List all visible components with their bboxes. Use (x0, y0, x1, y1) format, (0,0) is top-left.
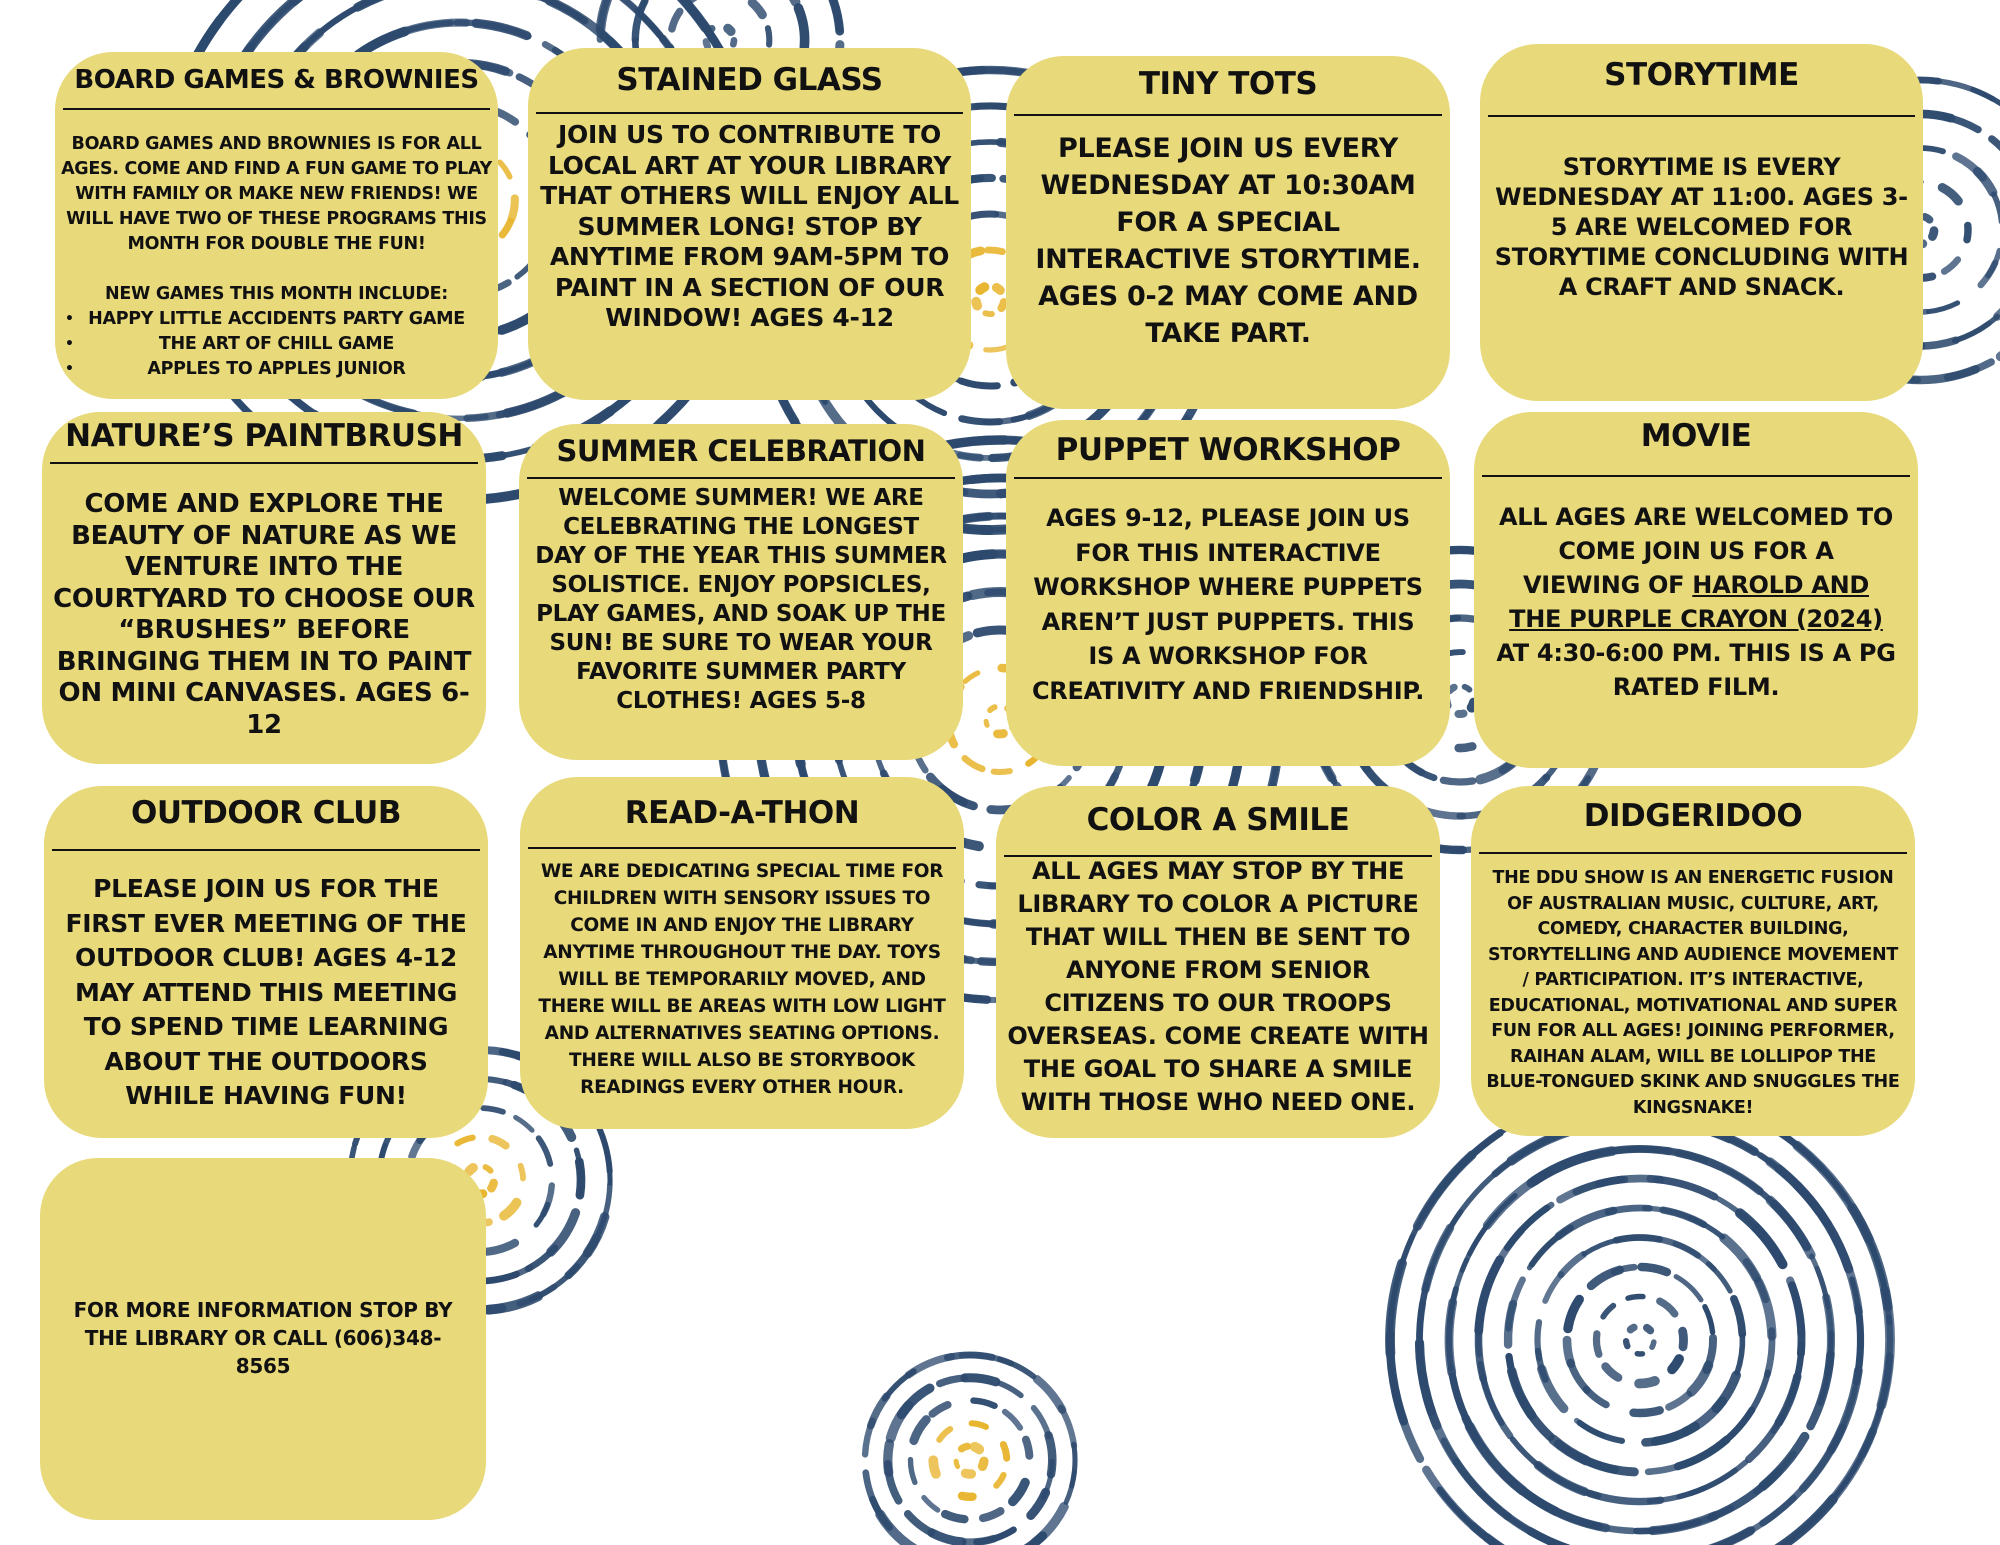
card-title: MOVIE (1640, 418, 1752, 454)
title-divider (1488, 115, 1915, 117)
title-divider (1014, 114, 1442, 116)
card-body: WE ARE DEDICATING SPECIAL TIME FOR CHILDREN WITH SENSORY ISSUES TO COME IN AND ENJOY THE LIBRARY ANYTIME THROUGHOUT THE DAY. TOYS WILL BE TEMPORARILY MOVED, AND THERE WILL BE AREAS WITH LOW LIGHT AND ALTERNATIVES SEATING OPTIONS. THERE WILL ALSO BE STORYBOOK READINGS EVERY OTHER HOUR. (538, 861, 946, 1098)
card-puppet-workshop (1006, 420, 1450, 766)
card-board-games-brownies (55, 52, 498, 399)
card-title: TINY TOTS (1138, 66, 1318, 102)
title-divider (1014, 477, 1442, 479)
card-title: BOARD GAMES & BROWNIES (74, 65, 479, 95)
card-body: ALL AGES MAY STOP BY THE LIBRARY TO COLOR A PICTURE THAT WILL THEN BE SENT TO ANYONE FROM SENIOR CITIZENS TO OUR TROOPS OVERSEAS. COME CREATE WITH THE GOAL TO SHARE A SMILE WITH THOSE WHO NEED ONE. (1007, 857, 1429, 1116)
bullet-icon: • (65, 336, 74, 352)
card-title: DIDGERIDOO (1583, 798, 1803, 834)
card-title: PUPPET WORKSHOP (1055, 432, 1401, 468)
bullet-icon: • (65, 311, 74, 327)
card-body: ALL AGES ARE WELCOMED TO COME JOIN US FOR A VIEWING OF HAROLD AND THE PURPLE CRAYON (2024) AT 4:30-6:00 PM. THIS IS A PG RATED FILM. (1496, 503, 1896, 701)
title-divider (52, 849, 480, 851)
card-body: BOARD GAMES AND BROWNIES IS FOR ALL AGES. COME AND FIND A FUN GAME TO PLAY WITH FAMILY OR MAKE NEW FRIENDS! WE WILL HAVE TWO OF THESE PROGRAMS THIS MONTH FOR DOUBLE THE FUN! NEW GAMES THIS MONTH INCLUDE: • HAPPY LITTLE ACCIDENTS PARTY GAME • THE ART OF CHILL GAME • APPLES TO APPLES JUNIOR (61, 132, 492, 382)
card-body: AGES 9-12, PLEASE JOIN US FOR THIS INTERACTIVE WORKSHOP WHERE PUPPETS AREN’T JUST PUPPETS. THIS IS A WORKSHOP FOR CREATIVITY AND FRIENDSHIP. (1031, 504, 1425, 705)
card-outdoor-club (44, 786, 488, 1138)
games-list-heading: NEW GAMES THIS MONTH INCLUDE: (105, 284, 448, 304)
card-color-a-smile (996, 786, 1440, 1138)
film-title: HAROLD AND THE PURPLE CRAYON (2024) (1509, 571, 1883, 633)
title-divider (63, 108, 490, 110)
new-games-list (61, 307, 492, 382)
card-title: STORYTIME (1604, 57, 1799, 93)
card-tiny-tots (1006, 56, 1450, 409)
contact-info: FOR MORE INFORMATION STOP BY THE LIBRARY OR CALL (606)348-8565 (73, 1298, 453, 1378)
title-divider (1479, 852, 1907, 854)
title-divider (536, 112, 963, 114)
card-summer-celebration (519, 424, 963, 760)
card-body: THE DDU SHOW IS AN ENERGETIC FUSION OF AUSTRALIAN MUSIC, CULTURE, ART, COMEDY, CHARACTER BUILDING, STORYTELLING AND AUDIENCE MOVEMENT / PARTICIPATION. IT’S INTERACTIVE, EDUCATIONAL, MOTIVATIONAL AND SUPER FUN FOR ALL AGES! JOINING PERFORMER, RAIHAN ALAM, WILL BE LOLLIPOP THE BLUE-TONGUED SKINK AND SNUGGLES THE KINGSNAKE! (1486, 868, 1900, 1118)
card-natures-paintbrush (42, 412, 486, 764)
card-read-a-thon (520, 777, 964, 1129)
card-title: SUMMER CELEBRATION (556, 434, 926, 468)
card-body: PLEASE JOIN US EVERY WEDNESDAY AT 10:30AM FOR A SPECIAL INTERACTIVE STORYTIME. AGES 0-2 MAY COME AND TAKE PART. (1035, 133, 1421, 349)
list-item: • APPLES TO APPLES JUNIOR (61, 357, 492, 382)
list-item: • HAPPY LITTLE ACCIDENTS PARTY GAME (61, 307, 492, 332)
title-divider (527, 477, 955, 479)
title-divider (1482, 475, 1910, 477)
card-body: COME AND EXPLORE THE BEAUTY OF NATURE AS WE VENTURE INTO THE COURTYARD TO CHOOSE OUR “BRUSHES” BEFORE BRINGING THEM IN TO PAINT ON MINI CANVASES. AGES 6-12 (53, 489, 475, 740)
list-item: • THE ART OF CHILL GAME (61, 332, 492, 357)
card-title: COLOR A SMILE (1086, 802, 1350, 838)
card-body: JOIN US TO CONTRIBUTE TO LOCAL ART AT YOUR LIBRARY THAT OTHERS WILL ENJOY ALL SUMMER LONG! STOP BY ANYTIME FROM 9AM-5PM TO PAINT IN A SECTION OF OUR WINDOW! AGES 4-12 (540, 120, 959, 332)
bullet-icon: • (65, 361, 74, 377)
card-movie (1474, 412, 1918, 768)
card-more-information (40, 1158, 486, 1520)
card-body: STORYTIME IS EVERY WEDNESDAY AT 11:00. AGES 3-5 ARE WELCOMED FOR STORYTIME CONCLUDING WITH A CRAFT AND SNACK. (1494, 153, 1909, 301)
card-title: OUTDOOR CLUB (131, 795, 401, 831)
title-divider (50, 462, 478, 464)
card-body: PLEASE JOIN US FOR THE FIRST EVER MEETING OF THE OUTDOOR CLUB! AGES 4-12 MAY ATTEND THIS MEETING TO SPEND TIME LEARNING ABOUT THE OUTDOORS WHILE HAVING FUN! (65, 874, 467, 1110)
title-divider (528, 847, 956, 849)
card-title: NATURE’S PAINTBRUSH (65, 418, 463, 454)
card-didgeridoo (1471, 786, 1915, 1136)
card-body: WELCOME SUMMER! WE ARE CELEBRATING THE LONGEST DAY OF THE YEAR THIS SUMMER SOLISTICE. ENJOY POPSICLES, PLAY GAMES, AND SOAK UP THE SUN! BE SURE TO WEAR YOUR FAVORITE SUMMER PARTY CLOTHES! AGES 5-8 (535, 485, 947, 714)
card-stained-glass (528, 48, 971, 400)
card-title: READ-A-THON (624, 795, 860, 831)
card-storytime (1480, 44, 1923, 401)
card-title: STAINED GLASS (616, 62, 883, 98)
